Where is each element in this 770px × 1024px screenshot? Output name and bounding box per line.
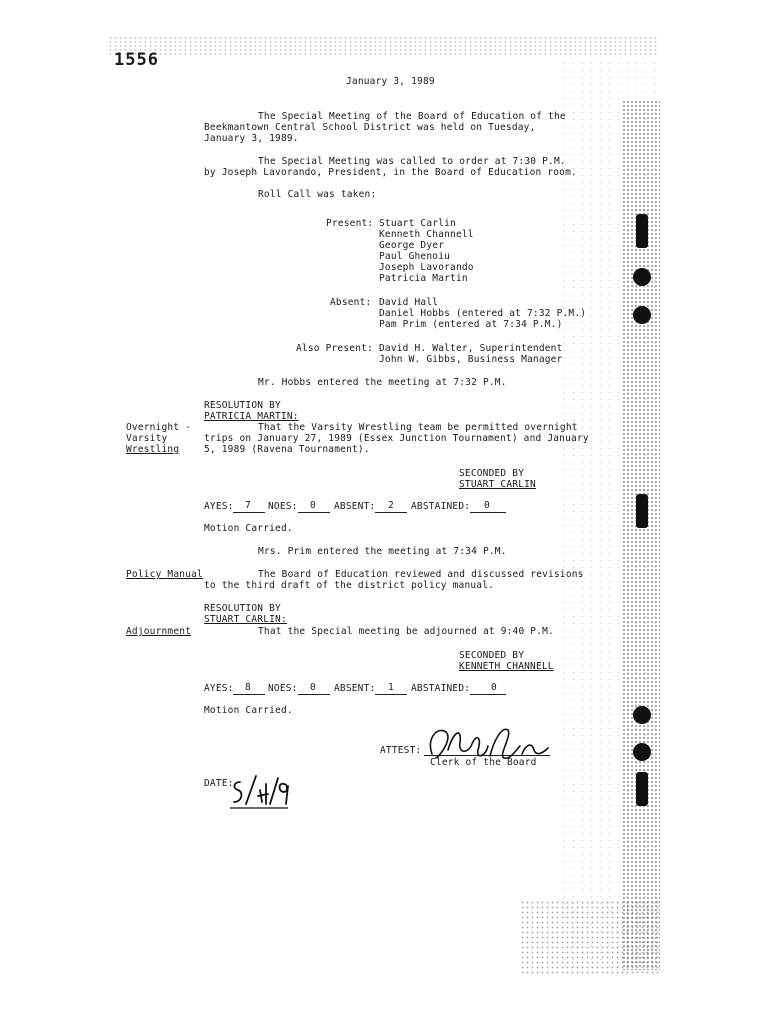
call-to-order-line-1: The Special Meeting was called to order at 7:30 P.M. [258,156,566,167]
absent-name: David Hall [379,297,439,308]
present-name: Stuart Carlin [379,218,456,229]
also-present-label: Also Present: [296,343,373,354]
resolution-2-mover: STUART CARLIN: [204,614,287,625]
handwritten-date [226,770,296,816]
vote-absent-value: 2 [388,500,394,511]
call-to-order-line-2: by Joseph Lavorando, President, in the Board of Education room. [204,167,577,178]
present-name: Patricia Martin [379,273,468,284]
vote-absent-value: 1 [388,682,394,693]
vote-ayes-value: 8 [245,682,251,693]
clerk-label: Clerk of the Board [430,757,537,768]
resolution-2-heading: RESOLUTION BY [204,603,281,614]
intro-line-1: The Special Meeting of the Board of Education of the [258,111,566,122]
margin-note-wrestling: Varsity [126,433,168,444]
margin-note-wrestling: Wrestling [126,444,180,455]
vote-noes-value: 0 [310,682,316,693]
resolution-1-body: 5, 1989 (Ravena Tournament). [204,444,370,455]
resolution-1-body: That the Varsity Wrestling team be permitted overnight [258,422,578,433]
present-name: George Dyer [379,240,445,251]
resolution-1-seconded-heading: SECONDED BY [459,468,525,479]
vote-abstained-label: ABSTAINED: [411,683,471,694]
motion-carried-1: Motion Carried. [204,523,293,534]
vote-noes-label: NOES: [268,683,298,694]
resolution-2-body: That the Special meeting be adjourned at 9:40 P.M. [258,626,554,637]
present-name: Joseph Lavorando [379,262,474,273]
scan-noise-top [108,36,658,56]
binder-hole-5 [633,706,651,724]
intro-line-2: Beekmantown Central School District was held on Tuesday, [204,122,536,133]
present-label: Present: [326,218,374,229]
meeting-date: January 3, 1989 [346,76,435,87]
vote-absent-label: ABSENT: [334,683,376,694]
binder-hole-7 [636,772,648,806]
binder-hole-1 [636,214,648,248]
vote-ayes-label: AYES: [204,683,234,694]
resolution-1-heading: RESOLUTION BY [204,400,281,411]
present-name: Kenneth Channell [379,229,474,240]
attest-label: ATTEST: [380,745,422,756]
margin-note-wrestling: Overnight - [126,422,192,433]
policy-body: The Board of Education reviewed and discussed revisions [258,569,584,580]
vote-noes-value: 0 [310,500,316,511]
vote-ayes-value: 7 [245,500,251,511]
resolution-2-seconder: KENNETH CHANNELL [459,661,554,672]
margin-note-adjournment: Adjournment [126,626,192,637]
also-present-name: John W. Gibbs, Business Manager [379,354,563,365]
page-number: 1556 [114,50,159,70]
resolution-1-seconder: STUART CARLIN [459,479,536,490]
vote-absent-label: ABSENT: [334,501,376,512]
intro-line-3: January 3, 1989. [204,133,299,144]
vote-abstained-value: 0 [484,500,490,511]
also-present-name: David H. Walter, Superintendent [379,343,563,354]
roll-call-text: Roll Call was taken: [258,189,377,200]
present-name: Paul Ghenoiu [379,251,451,262]
margin-note-policy: Policy Manual [126,569,203,580]
absent-label: Absent: [330,297,372,308]
binder-hole-2 [633,268,651,286]
scan-noise-bottom [520,900,660,974]
vote-noes-label: NOES: [268,501,298,512]
resolution-1-mover: PATRICIA MARTIN: [204,411,299,422]
resolution-2-seconded-heading: SECONDED BY [459,650,525,661]
resolution-1-body: trips on January 27, 1989 (Essex Junction Tournament) and January [204,433,589,444]
motion-carried-2: Motion Carried. [204,705,293,716]
prim-entered-note: Mrs. Prim entered the meeting at 7:34 P.M. [258,546,507,557]
vote-ayes-label: AYES: [204,501,234,512]
absent-name: Daniel Hobbs (entered at 7:32 P.M.) [379,308,587,319]
binder-hole-3 [633,306,651,324]
binder-hole-4 [636,494,648,528]
date-label: DATE: [204,778,234,789]
absent-name: Pam Prim (entered at 7:34 P.M.) [379,319,563,330]
hobbs-entered-note: Mr. Hobbs entered the meeting at 7:32 P.M. [258,377,507,388]
policy-body: to the third draft of the district policy manual. [204,580,495,591]
vote-abstained-label: ABSTAINED: [411,501,471,512]
vote-abstained-value: 0 [491,682,497,693]
binder-hole-6 [633,743,651,761]
